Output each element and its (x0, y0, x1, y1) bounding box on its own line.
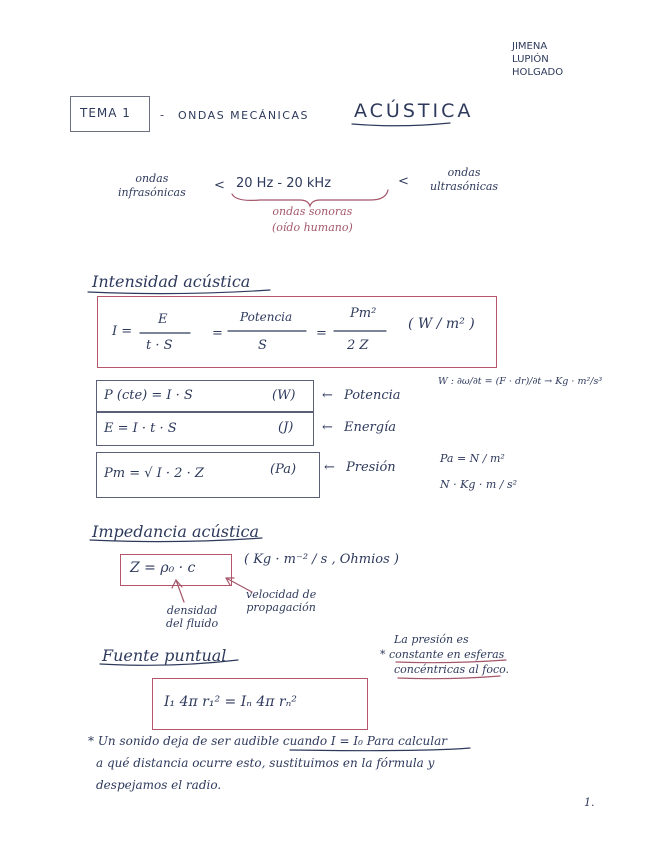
intensidad-unit: ( W / m² ) (408, 316, 475, 332)
intensidad-lhs: I = (112, 324, 133, 339)
presion-label: Presión (346, 460, 396, 475)
impedancia-underline (90, 538, 262, 542)
velocidad-label: velocidad de propagación (246, 588, 317, 614)
author-name: JIMENA LUPIÓN HOLGADO (512, 41, 564, 78)
footnote-line-2: a qué distancia ocurre esto, sustituimos en la fórmula y (96, 756, 435, 770)
energia-expr: E = I · t · S (104, 421, 177, 436)
intensidad-heading: Intensidad acústica (92, 272, 251, 291)
energia-label: Energía (344, 420, 396, 435)
frac3-den: 2 Z (347, 338, 369, 353)
arrow-up-icon (176, 580, 184, 602)
potencia-expr: P (cte) = I · S (104, 388, 193, 403)
arrow-left-icon: ← (322, 420, 333, 435)
note-underline (396, 660, 506, 663)
eq-sign-1: = (212, 326, 223, 341)
sonoras-brace (232, 190, 388, 206)
presion-unit: (Pa) (270, 462, 297, 477)
header-subject: ONDAS MECÁNICAS (178, 109, 309, 122)
pascal-definition: Pa = N / m² (440, 452, 505, 465)
note-underline (398, 676, 500, 679)
impedancia-heading: Impedancia acústica (92, 522, 260, 541)
frac1-den: t · S (146, 338, 173, 353)
frequency-range: 20 Hz - 20 kHz (236, 176, 332, 191)
impedancia-expr: Z = ρ₀ · c (130, 560, 196, 576)
eq-sign-2: = (316, 326, 327, 341)
intensidad-underline (88, 290, 270, 294)
fuente-heading: Fuente puntual (102, 646, 227, 665)
sonoras-label: ondas sonoras (oído humano) (272, 205, 353, 234)
frac3-num: Pm² (350, 306, 377, 321)
potencia-label: Potencia (344, 388, 401, 403)
footnote-underline (290, 748, 470, 751)
arrow-left-icon: ← (322, 388, 333, 403)
potencia-unit: (W) (272, 388, 296, 403)
title-underline (352, 123, 450, 126)
ultra-label: ondas ultrasónicas (430, 166, 499, 193)
impedancia-unit: ( Kg · m⁻² / s , Ohmios ) (244, 552, 399, 567)
header-dash: - (160, 108, 165, 122)
header-title: ACÚSTICA (354, 100, 474, 122)
fuente-note: La presión es * constante en esferas concéntricas al foco. (380, 633, 510, 676)
frac2-num: Potencia (240, 310, 293, 324)
fuente-expr: I₁ 4π r₁² = Iₙ 4π rₙ² (164, 694, 297, 710)
infra-label: ondas infrasónicas (118, 172, 186, 199)
watt-definition: W : ∂ω/∂t = (F · dr)/∂t → Kg · m²/s³ (438, 376, 603, 387)
fuente-underline (100, 660, 238, 665)
arrow-left-icon: ← (324, 460, 335, 475)
tema-label: TEMA 1 (80, 106, 131, 120)
energia-unit: (J) (278, 420, 294, 435)
frac1-num: E (158, 312, 168, 327)
newton-definition: N · Kg · m / s² (440, 478, 518, 491)
presion-expr: Pm = √ I · 2 · Z (104, 466, 204, 481)
frac2-den: S (258, 338, 267, 353)
lt-sign-2: < (398, 174, 409, 189)
footnote-line-3: despejamos el radio. (96, 778, 222, 792)
footnote-line-1: * Un sonido deja de ser audible cuando I = I₀ Para calcular (88, 734, 447, 748)
page-number: 1. (584, 796, 595, 809)
lt-sign-1: < (214, 178, 225, 193)
densidad-label: densidad del fluido (166, 604, 219, 630)
